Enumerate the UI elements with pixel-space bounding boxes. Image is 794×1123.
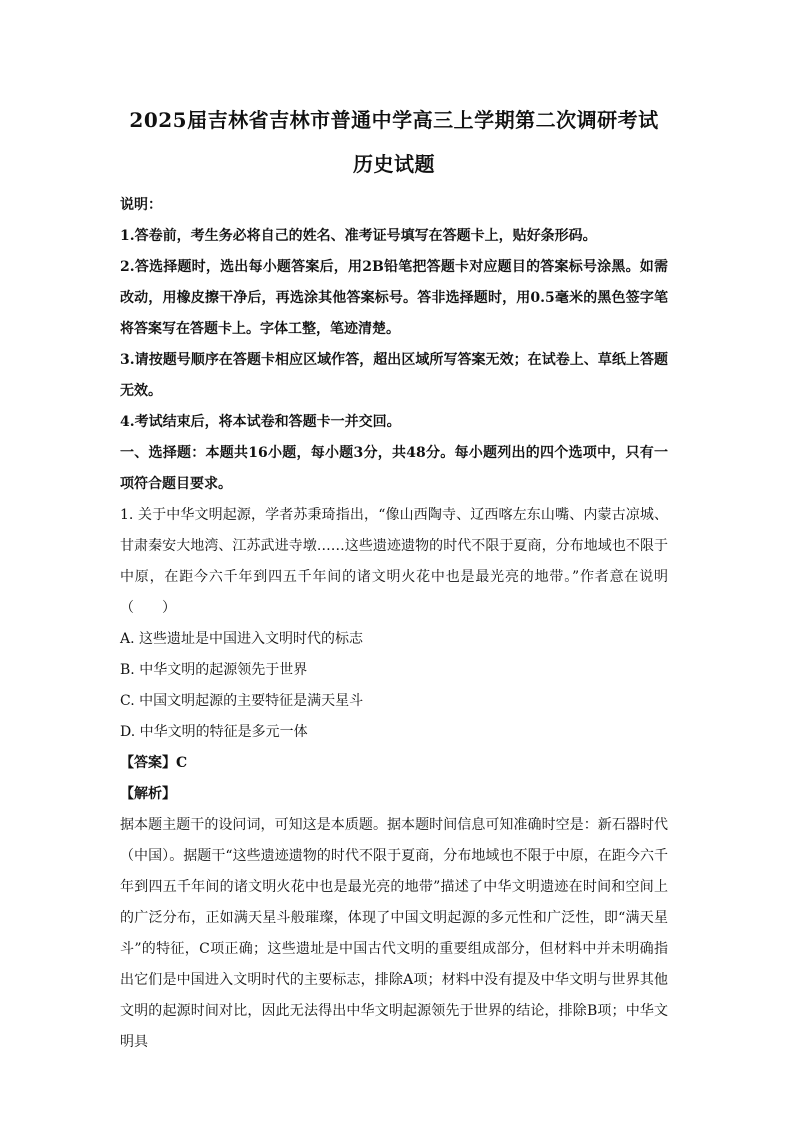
analysis-heading: 【解析】 xyxy=(120,786,176,802)
option-d: D. 中华文明的特征是多元一体 xyxy=(120,724,308,740)
question-stem: 1. 关于中华文明起源，学者苏秉琦指出，“像山西陶寺、辽西喀左东山嘴、内蒙古凉城、甘肃秦安大地湾、江苏武进寺墩……这些遗迹遗物的时代不限于夏商，分布地域也不限于中原，在距今六千年到四五千年间的诸文明火花中也是最光亮的地带。”作者意在说明（ ） xyxy=(120,507,668,616)
option-a: A. 这些遗址是中国进入文明时代的标志 xyxy=(120,631,364,647)
document-title: 2025届吉林省吉林市普通中学高三上学期第二次调研考试 xyxy=(129,108,659,132)
option-c: C. 中国文明起源的主要特征是满天星斗 xyxy=(120,693,364,709)
document-subtitle: 历史试题 xyxy=(353,152,435,176)
answer-line: 【答案】C xyxy=(120,755,188,771)
instruction-item: 2.答选择题时，选出每小题答案后，用2B铅笔把答题卡对应题目的答案标号涂黑。如需改动，用橡皮擦干净后，再选涂其他答案标号。答非选择题时，用0.5毫米的黑色签字笔将答案写在答题卡上。字体工整，笔迹清楚。 xyxy=(120,259,668,337)
section-heading: 一、选择题：本题共16小题，每小题3分，共48分。每小题列出的四个选项中，只有一项符合题目要求。 xyxy=(120,445,668,492)
document-page xyxy=(120,96,668,1058)
instructions-heading: 说明： xyxy=(120,197,162,213)
instruction-item: 3.请按题号顺序在答题卡相应区域作答，超出区域所写答案无效；在试卷上、草纸上答题无效。 xyxy=(120,352,668,399)
instruction-item: 4.考试结束后，将本试卷和答题卡一并交回。 xyxy=(120,414,401,430)
analysis-text: 据本题主题干的设问词，可知这是本质题。据本题时间信息可知准确时空是：新石器时代（中国）。据题干“这些遗迹遗物的时代不限于夏商，分布地域也不限于中原，在距今六千年到四五千年间的诸文明火花中也是最光亮的地带”描述了中华文明遗迹在时间和空间上的广泛分布，正如满天星斗般璀璨，体现了中国文明起源的多元性和广泛性，即“满天星斗”的特征，C项正确；这些遗址是中国古代文明的重要组成部分，但材料中并未明确指出它们是中国进入文明时代的主要标志，排除A项；材料中没有提及中华文明与世界其他文明的起源时间对比，因此无法得出中华文明起源领先于世界的结论，排除B项；中华文明具 xyxy=(120,817,668,1050)
option-b: B. 中华文明的起源领先于世界 xyxy=(120,662,308,678)
instruction-item: 1.答卷前，考生务必将自己的姓名、准考证号填写在答题卡上，贴好条形码。 xyxy=(120,228,597,244)
